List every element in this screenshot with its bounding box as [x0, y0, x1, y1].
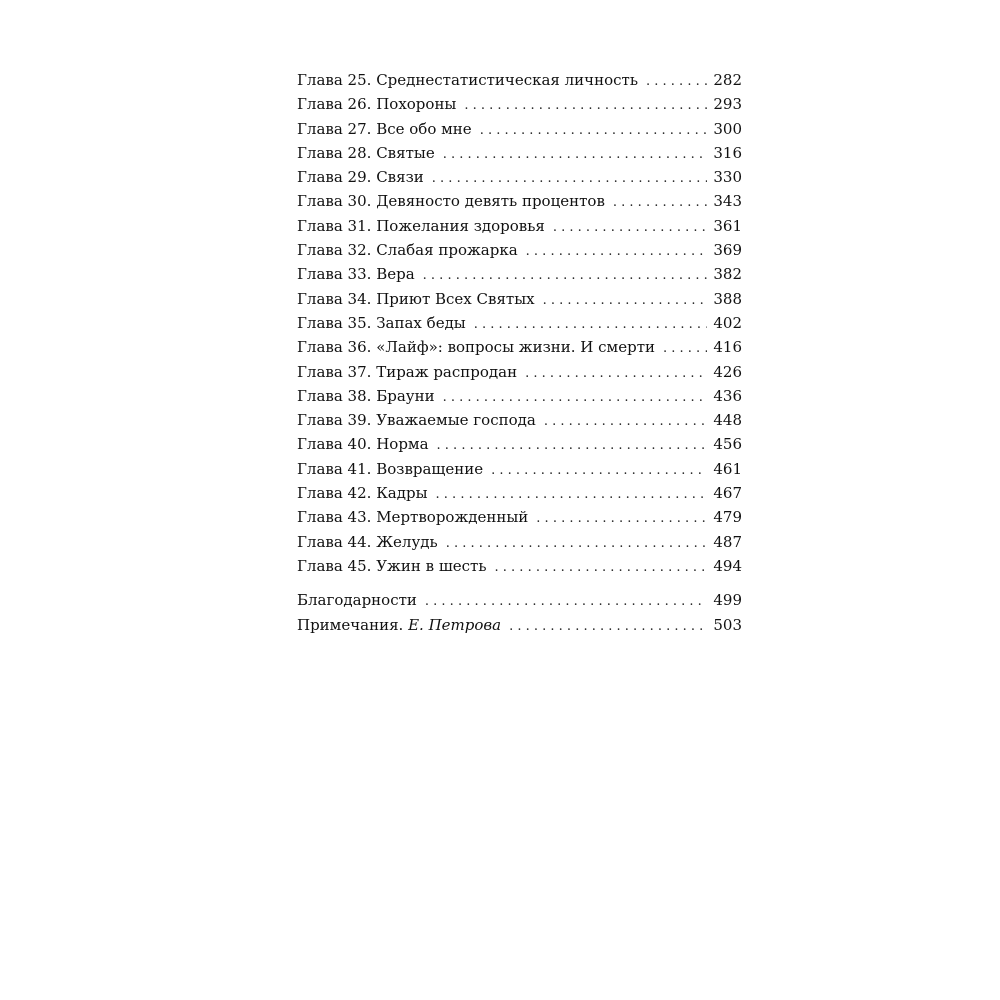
chapter-title: Уважаемые господа [376, 411, 536, 430]
page-number: 448 [713, 411, 742, 430]
chapter-number: Глава 27. [297, 119, 372, 138]
chapter-number: Глава 25. [297, 71, 372, 89]
page-number: 499 [713, 591, 742, 610]
page-number: 361 [713, 216, 742, 235]
dot-leader [432, 167, 708, 191]
dot-leader [446, 532, 708, 556]
chapter-number: Глава 33. [297, 265, 372, 284]
chapter-number: Глава 30. [297, 192, 372, 211]
dot-leader [443, 143, 708, 167]
chapter-title: Все обо мне [376, 119, 472, 138]
page-number: 382 [713, 265, 742, 284]
toc-entry-chapter-39 [297, 408, 742, 432]
dot-leader [480, 119, 708, 143]
chapter-title: Тираж распродан [376, 362, 518, 381]
dot-leader [491, 459, 707, 483]
chapter-title: Пожелания здоровья [376, 216, 545, 235]
toc-entry-chapter-28 [297, 141, 742, 165]
chapter-title: Похороны [376, 95, 457, 114]
chapter-title: Приют Всех Святых [376, 289, 535, 308]
chapter-number: Глава 42. [297, 484, 372, 503]
page-number: 416 [713, 338, 742, 357]
toc-entry-chapter-37 [297, 360, 742, 384]
dot-leader [536, 507, 707, 531]
chapter-number: Глава 36. [297, 338, 372, 357]
dot-leader [543, 289, 708, 313]
chapter-number: Глава 39. [297, 411, 372, 430]
dot-leader [526, 240, 708, 264]
page-number: 300 [713, 119, 742, 138]
dot-leader [437, 434, 708, 458]
chapter-title: Вера [376, 265, 415, 284]
page-number: 293 [713, 95, 742, 114]
dot-leader [425, 590, 707, 614]
page-number: 479 [713, 508, 742, 527]
page-number: 402 [713, 313, 742, 332]
dot-leader [495, 556, 708, 580]
page-number: 503 [713, 615, 742, 634]
chapter-title: «Лайф»: вопросы жизни. И смерти [376, 338, 655, 357]
chapter-title: Норма [376, 435, 429, 454]
page-number: 343 [713, 192, 742, 211]
chapter-number: Глава 40. [297, 435, 372, 454]
toc-entry-chapter-32 [297, 238, 742, 262]
dot-leader [525, 362, 707, 386]
page-number: 456 [713, 435, 742, 454]
dot-leader [509, 615, 707, 639]
chapter-number: Глава 37. [297, 362, 372, 381]
page-number: 436 [713, 386, 742, 405]
chapter-title: Среднестатистическая личность [376, 71, 638, 89]
toc-entry-notes [297, 613, 742, 637]
toc-entry-chapter-31 [297, 214, 742, 238]
chapter-number: Глава 43. [297, 508, 372, 527]
toc-entry-chapter-43 [297, 505, 742, 529]
page-number: 426 [713, 362, 742, 381]
dot-leader [474, 313, 708, 337]
chapter-title: Ужин в шесть [376, 556, 487, 575]
toc-entry-chapter-33 [297, 262, 742, 286]
toc-entry-chapter-42 [297, 481, 742, 505]
page-number: 487 [713, 532, 742, 551]
chapter-number: Глава 26. [297, 95, 372, 114]
entry-author: Е. Петрова [408, 615, 502, 634]
chapter-title: Слабая прожарка [376, 241, 518, 260]
chapter-title: Святые [376, 143, 435, 162]
page-number: 467 [713, 484, 742, 503]
back-matter-list [297, 588, 742, 637]
toc-entry-chapter-41 [297, 457, 742, 481]
toc-entry-chapter-26 [297, 92, 742, 116]
toc-entry-chapter-40 [297, 432, 742, 456]
dot-leader [544, 410, 708, 434]
dot-leader [613, 191, 707, 215]
toc-entry-chapter-27 [297, 117, 742, 141]
page-number: 282 [713, 71, 742, 89]
entry-title: Благодарности [297, 591, 417, 610]
page-number: 494 [713, 556, 742, 575]
page-number: 461 [713, 459, 742, 478]
dot-leader [646, 70, 707, 94]
dot-leader [553, 216, 708, 240]
chapter-number: Глава 35. [297, 313, 372, 332]
chapter-title: Запах беды [376, 313, 466, 332]
toc-entry-chapter-25 [297, 68, 742, 92]
entry-title: Примечания. [297, 615, 404, 634]
chapter-number: Глава 28. [297, 143, 372, 162]
chapter-number: Глава 44. [297, 532, 372, 551]
toc-entry-chapter-29 [297, 165, 742, 189]
dot-leader [464, 94, 707, 118]
chapter-number: Глава 34. [297, 289, 372, 308]
toc-entry-chapter-45 [297, 554, 742, 578]
toc-entry-chapter-35 [297, 311, 742, 335]
toc-entry-chapter-30 [297, 189, 742, 213]
dot-leader [663, 337, 707, 361]
chapter-number: Глава 31. [297, 216, 372, 235]
dot-leader [436, 483, 708, 507]
chapter-title: Кадры [376, 484, 428, 503]
dot-leader [423, 264, 708, 288]
toc-entry-acknowledgments [297, 588, 742, 612]
chapter-title: Брауни [376, 386, 435, 405]
chapter-title: Связи [376, 168, 424, 187]
chapter-number: Глава 45. [297, 556, 372, 575]
dot-leader [443, 386, 708, 410]
chapter-title: Желудь [376, 532, 438, 551]
toc-entry-chapter-34 [297, 287, 742, 311]
page-number: 369 [713, 241, 742, 260]
chapter-title: Девяносто девять процентов [376, 192, 605, 211]
table-of-contents [297, 68, 742, 637]
toc-entry-chapter-44 [297, 530, 742, 554]
page-number: 316 [713, 143, 742, 162]
chapter-number: Глава 38. [297, 386, 372, 405]
chapter-title: Возвращение [376, 459, 484, 478]
chapter-number: Глава 29. [297, 168, 372, 187]
page-number: 330 [713, 168, 742, 187]
chapter-number: Глава 41. [297, 459, 372, 478]
toc-entry-chapter-36 [297, 335, 742, 359]
toc-entry-chapter-38 [297, 384, 742, 408]
chapter-list [297, 68, 742, 578]
chapter-title: Мертворожденный [376, 508, 529, 527]
page-number: 388 [713, 289, 742, 308]
chapter-number: Глава 32. [297, 241, 372, 260]
